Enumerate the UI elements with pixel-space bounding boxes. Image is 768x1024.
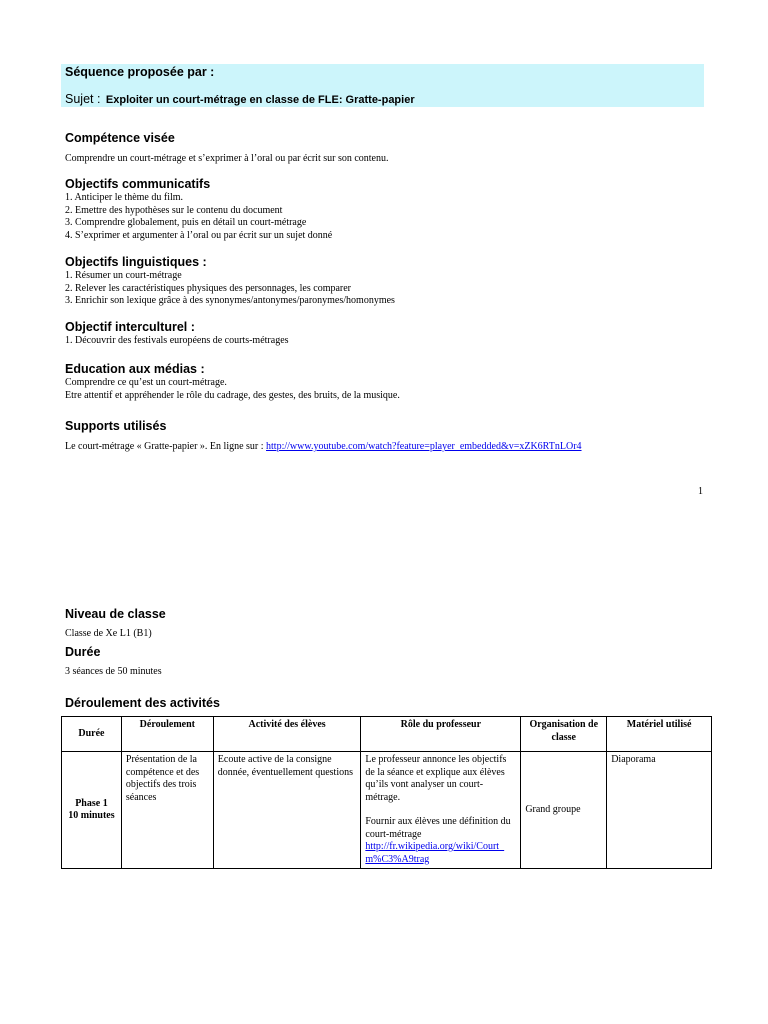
- role-paragraph-2: Fournir aux élèves une définition du court-métrage: [365, 816, 511, 840]
- col-header-duree: Durée: [62, 717, 122, 752]
- objectif-interculturel-list: [65, 335, 289, 348]
- supports-text: Le court-métrage « Gratte-papier ». En ligne sur :: [65, 441, 264, 452]
- list-item: 1. Anticiper le thème du film.: [65, 192, 184, 203]
- header-box: [61, 64, 704, 107]
- col-header-activite: Activité des élèves: [213, 717, 361, 752]
- objectif-interculturel-heading: Objectif interculturel :: [65, 320, 195, 334]
- organisation-cell: Grand groupe: [521, 752, 607, 869]
- objectifs-communicatifs-heading: Objectifs communicatifs: [65, 177, 211, 191]
- sujet-line: [65, 92, 415, 106]
- objectifs-linguistiques-heading: Objectifs linguistiques :: [65, 255, 207, 269]
- objectifs-communicatifs-list: [65, 192, 332, 242]
- list-item: 1. Découvrir des festivals européens de courts-métrages: [65, 335, 289, 346]
- duree-heading: Durée: [65, 645, 101, 659]
- duree-text: 3 séances de 50 minutes: [65, 666, 162, 677]
- activite-cell: Ecoute active de la consigne donnée, éventuellement questions: [213, 752, 361, 869]
- youtube-link[interactable]: http://www.youtube.com/watch?feature=player_embedded&v=xZK6RTnLOr4: [266, 441, 582, 452]
- wikipedia-link[interactable]: http://fr.wikipedia.org/wiki/Court_ m%C3%A9trag: [365, 841, 505, 865]
- col-header-materiel: Matériel utilisé: [607, 717, 712, 752]
- education-medias-heading: Education aux médias :: [65, 362, 205, 376]
- role-cell: [361, 752, 521, 869]
- role-paragraph-1: Le professeur annonce les objectifs de la séance et explique aux élèves qu’ils vont analyser un court-métrage.: [365, 754, 507, 803]
- list-item: 2. Relever les caractéristiques physiques des personnages, les comparer: [65, 282, 352, 294]
- competence-text: Comprendre un court-métrage et s’exprimer à l’oral ou par écrit sur son contenu.: [65, 153, 389, 164]
- list-item: 3. Comprendre globalement, puis en détail un court-métrage: [65, 217, 307, 228]
- phase-duration: 10 minutes: [68, 810, 115, 821]
- list-item: 2. Emettre des hypothèses sur le contenu du document: [65, 204, 283, 216]
- supports-line: [65, 441, 582, 454]
- sequence-title: Séquence proposée par :: [65, 65, 215, 79]
- sujet-text: Exploiter un court-métrage en classe de FLE: Gratte-papier: [105, 94, 415, 106]
- list-item: 3. Enrichir son lexique grâce à des synonymes/antonymes/paronymes/homonymes: [65, 295, 395, 306]
- activities-table: [61, 716, 712, 869]
- competence-heading: Compétence visée: [65, 131, 175, 145]
- niveau-text: Classe de Xe L1 (B1): [65, 628, 152, 639]
- col-header-deroulement: Déroulement: [121, 717, 213, 752]
- phase-cell: [62, 752, 122, 869]
- supports-heading: Supports utilisés: [65, 419, 167, 433]
- niveau-heading: Niveau de classe: [65, 607, 166, 621]
- table-header-row: [62, 717, 712, 752]
- education-medias-list: [65, 377, 400, 402]
- list-item: 1. Résumer un court-métrage: [65, 270, 182, 281]
- phase-label: Phase 1: [75, 797, 108, 809]
- col-header-organisation: Organisation de classe: [521, 717, 607, 752]
- list-item: Etre attentif et appréhender le rôle du cadrage, des gestes, des bruits, de la musique.: [65, 389, 400, 401]
- materiel-cell: Diaporama: [607, 752, 712, 869]
- table-row: [62, 752, 712, 869]
- deroulement-cell: Présentation de la compétence et des objectifs des trois séances: [121, 752, 213, 869]
- sujet-label: Sujet :: [65, 92, 101, 106]
- list-item: 4. S’exprimer et argumenter à l’oral ou par écrit sur un sujet donné: [65, 229, 333, 241]
- page-number: 1: [698, 486, 703, 497]
- col-header-role: Rôle du professeur: [361, 717, 521, 752]
- list-item: Comprendre ce qu’est un court-métrage.: [65, 377, 227, 388]
- objectifs-linguistiques-list: [65, 270, 395, 308]
- deroulement-heading: Déroulement des activités: [65, 696, 220, 710]
